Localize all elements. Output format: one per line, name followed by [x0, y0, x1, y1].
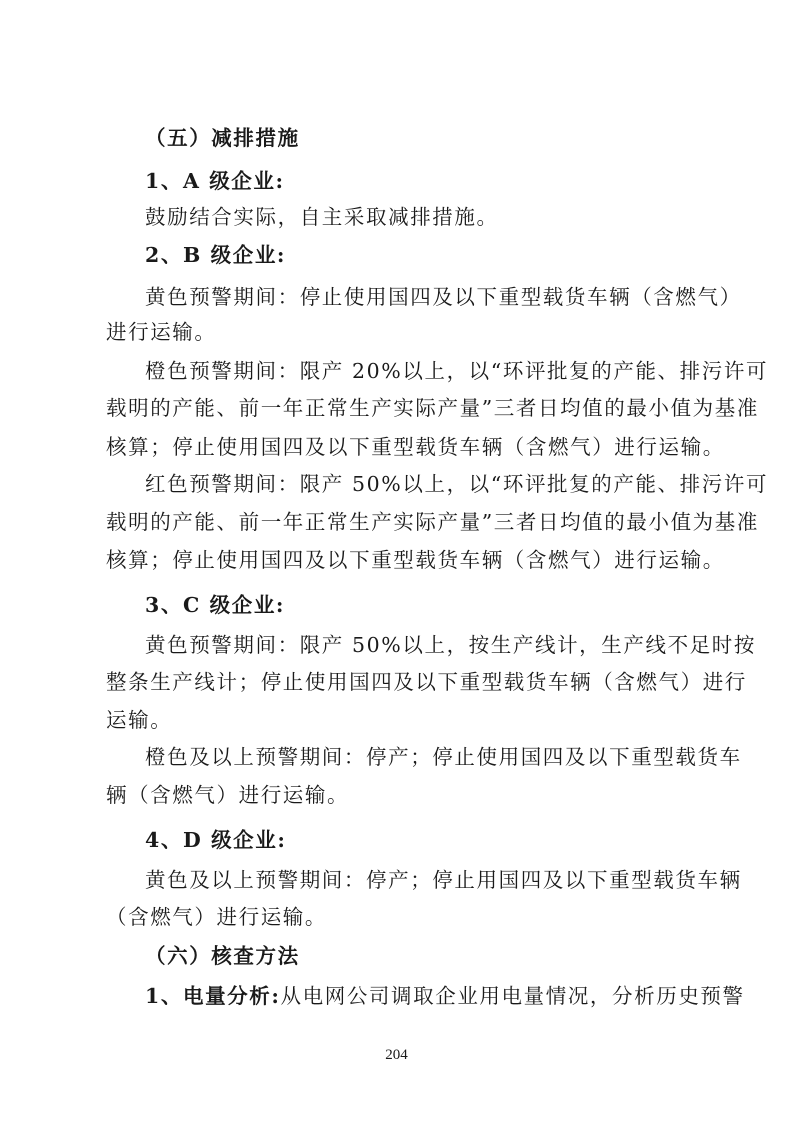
paragraph-line: 橙色预警期间：限产 20%以上，以“环评批复的产能、排污许可 — [145, 359, 769, 383]
paragraph-line: 黄色预警期间：限产 50%以上，按生产线计，生产线不足时按 — [145, 633, 756, 657]
page-number: 204 — [385, 1047, 408, 1063]
subheading: 2、B 级企业: — [145, 243, 287, 267]
subheading: 3、C 级企业: — [145, 593, 286, 617]
paragraph-line: 橙色及以上预警期间：停产；停止使用国四及以下重型载货车 — [145, 745, 742, 769]
section-heading: （五）减排措施 — [145, 126, 300, 150]
paragraph-line: 核算；停止使用国四及以下重型载货车辆（含燃气）进行运输。 — [106, 548, 725, 572]
paragraph-line: 整条生产线计；停止使用国四及以下重型载货车辆（含燃气）进行 — [106, 670, 747, 694]
inline-bold-label: 1、电量分析: — [145, 984, 281, 1008]
paragraph-line: 黄色及以上预警期间：停产；停止用国四及以下重型载货车辆 — [145, 868, 742, 892]
paragraph-line: 红色预警期间：限产 50%以上，以“环评批复的产能、排污许可 — [145, 472, 769, 496]
paragraph-line: 载明的产能、前一年正常生产实际产量”三者日均值的最小值为基准 — [106, 396, 759, 420]
paragraph-line: 进行运输。 — [106, 320, 217, 344]
paragraph-line: 辆（含燃气）进行运输。 — [106, 783, 350, 807]
paragraph-line — [145, 982, 745, 1010]
inline-text: 从电网公司调取企业用电量情况，分析历史预警 — [280, 984, 745, 1008]
subheading: 4、D 级企业: — [145, 828, 287, 852]
paragraph-line: 核算；停止使用国四及以下重型载货车辆（含燃气）进行运输。 — [106, 435, 725, 459]
section-heading: （六）核查方法 — [145, 944, 300, 968]
paragraph-line: 运输。 — [106, 708, 173, 732]
subheading: 1、A 级企业: — [145, 169, 285, 193]
paragraph-line: 黄色预警期间：停止使用国四及以下重型载货车辆（含燃气） — [145, 285, 742, 309]
paragraph-line: 鼓励结合实际，自主采取减排措施。 — [145, 205, 499, 229]
paragraph-line: （含燃气）进行运输。 — [106, 905, 327, 929]
paragraph-line: 载明的产能、前一年正常生产实际产量”三者日均值的最小值为基准 — [106, 510, 759, 534]
